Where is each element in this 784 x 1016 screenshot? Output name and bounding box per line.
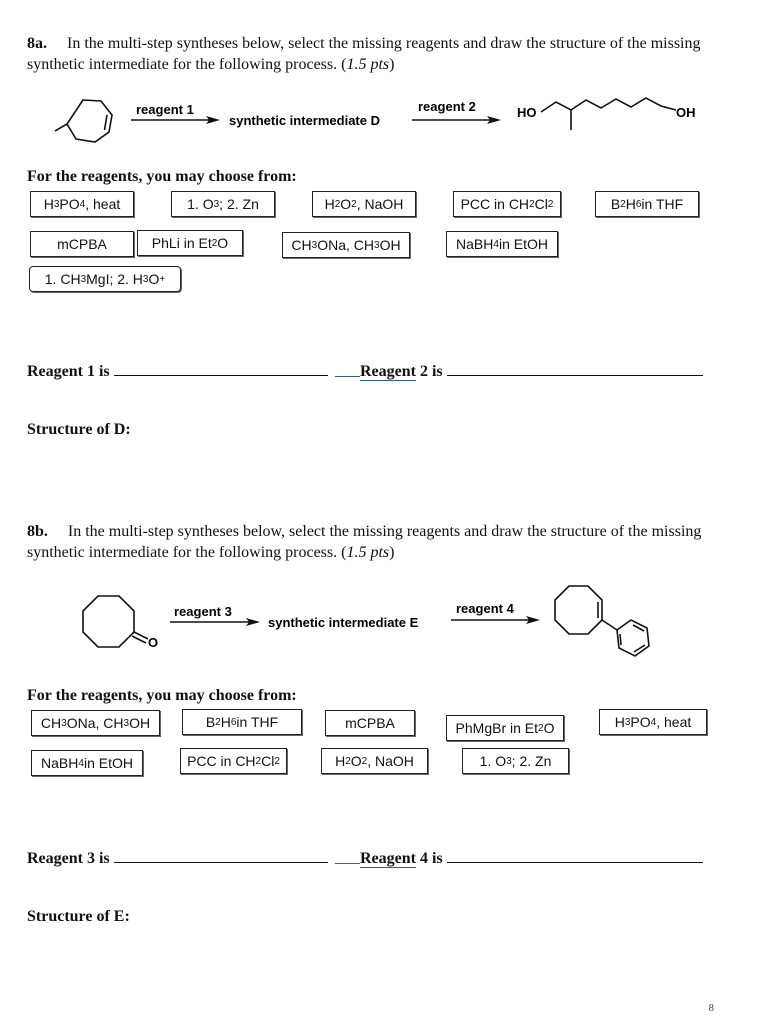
reagent-3-label: reagent 3 (174, 604, 232, 619)
reagent-option-h3po4-heat[interactable]: H 3 PO 4 , heat (30, 191, 134, 217)
reagent-option-h2o2-naoh[interactable]: H 2 O 2 , NaOH (321, 748, 428, 774)
underline-connector-b (335, 863, 360, 864)
reagent-option-mcpba[interactable]: mCPBA (30, 231, 134, 257)
structure-e-label: Structure of E: (27, 908, 130, 925)
answer-reagent-4 (360, 846, 703, 868)
question-8b-prompt (27, 521, 717, 563)
ho-label: HO (517, 105, 537, 120)
reagent-3-answer-label: Reagent 3 is (27, 850, 110, 867)
question-number: 8b. (27, 523, 48, 540)
reagent-2-rest: 2 is (419, 363, 443, 380)
reagent-option-b2h6-thf[interactable]: B 2 H 6 in THF (182, 709, 302, 735)
points: 1.5 pts (346, 56, 390, 73)
reagent-option-nabh4[interactable]: NaBH 4 in EtOH (446, 231, 558, 257)
reagent-option-ch3ona[interactable]: CH 3 ONa, CH 3 OH (282, 232, 410, 258)
methylcycloheptene-structure (55, 100, 112, 142)
reagent-option-h3po4-heat[interactable]: H 3 PO 4 , heat (599, 709, 707, 735)
diol-chain-structure (541, 98, 676, 112)
reagent-4-rest: 4 is (419, 850, 443, 867)
question-text: In the multi-step syntheses below, select the missing reagents and draw the structure of the missing synthetic intermediate for the following process. ( (27, 523, 702, 561)
question-8a-prompt (27, 33, 717, 75)
reagent-option-h2o2-naoh[interactable]: H 2 O 2 , NaOH (312, 191, 416, 217)
question-number: 8a. (27, 35, 47, 52)
reagent-1-answer-blank[interactable] (114, 359, 328, 376)
choose-label-a: For the reagents, you may choose from: (27, 168, 297, 185)
reagent-1-label: reagent 1 (136, 102, 194, 117)
reagent-option-ozonolysis[interactable]: 1. O 3 ; 2. Zn (171, 191, 275, 217)
reaction-scheme-a (0, 84, 784, 154)
reagent-option-phmgbr[interactable]: PhMgBr in Et 2 O (446, 715, 564, 741)
reagent-option-phli[interactable]: PhLi in Et 2 O (137, 230, 243, 256)
choose-label-b: For the reagents, you may choose from: (27, 687, 297, 704)
reagent-option-ozonolysis[interactable]: 1. O 3 ; 2. Zn (462, 748, 569, 774)
reagent-option-ch3ona[interactable]: CH 3 ONa, CH 3 OH (31, 710, 160, 736)
cyclooctanone-structure (83, 596, 148, 647)
points: 1.5 pts (346, 544, 390, 561)
reagent-option-pcc[interactable]: PCC in CH 2 Cl 2 (180, 748, 287, 774)
reagent-option-pcc[interactable]: PCC in CH 2 Cl 2 (453, 191, 561, 217)
intermediate-e-label: synthetic intermediate E (268, 615, 419, 630)
reagent-4-word: Reagent (360, 850, 416, 867)
intermediate-d-label: synthetic intermediate D (229, 113, 380, 128)
reagent-4-answer-blank[interactable] (447, 846, 703, 863)
page-number: 8 (708, 1002, 714, 1014)
reagent-option-mcpba[interactable]: mCPBA (325, 710, 415, 736)
answer-reagent-1 (27, 359, 328, 381)
question-text: In the multi-step syntheses below, select the missing reagents and draw the structure of the missing synthetic intermediate for the following process. ( (27, 35, 701, 73)
reagent-2-answer-blank[interactable] (447, 359, 703, 376)
reagent-4-label: reagent 4 (456, 601, 514, 616)
answer-reagent-3 (27, 846, 328, 868)
carbonyl-o-label: O (148, 635, 159, 650)
answer-reagent-2 (360, 359, 703, 381)
reagent-2-label: reagent 2 (418, 99, 476, 114)
reaction-scheme-b (0, 578, 784, 668)
reagent-1-answer-label: Reagent 1 is (27, 363, 110, 380)
structure-d-label: Structure of D: (27, 421, 131, 438)
reagent-option-grignard[interactable]: 1. CH 3 MgI; 2. H 3 O + (29, 266, 181, 292)
oh-label: OH (676, 105, 696, 120)
paren-close: ) (389, 544, 395, 561)
underline-connector-a (335, 376, 360, 377)
reagent-2-word: Reagent (360, 363, 416, 380)
reagent-3-answer-blank[interactable] (114, 846, 328, 863)
paren-close: ) (389, 56, 395, 73)
phenylcyclooctene-structure (555, 586, 649, 656)
reagent-option-b2h6-thf[interactable]: B 2 H 6 in THF (595, 191, 699, 217)
reagent-option-nabh4[interactable]: NaBH 4 in EtOH (31, 750, 143, 776)
